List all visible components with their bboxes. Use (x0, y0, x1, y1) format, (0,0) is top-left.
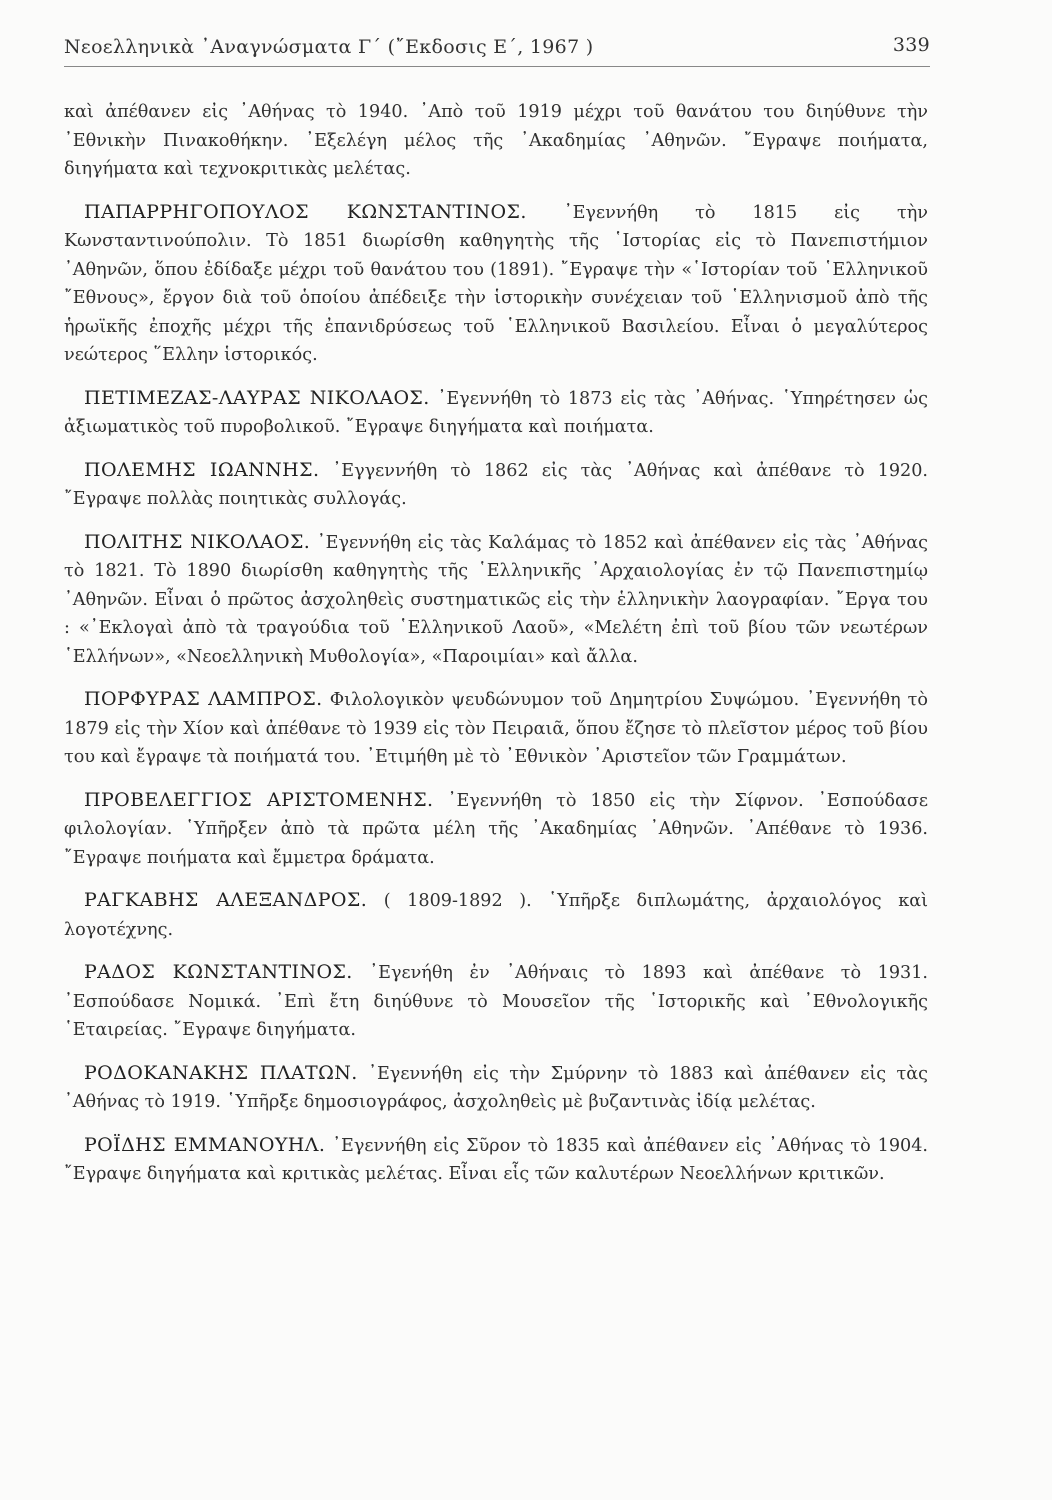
entry-name: ΡΑΓΚΑΒΗΣ ΑΛΕΞΑΝΔΡΟΣ. (84, 889, 368, 911)
header-rule (64, 66, 930, 67)
page-number: 339 (892, 34, 930, 56)
entry-name: ΠΟΡΦΥΡΑΣ ΛΑΜΠΡΟΣ. (84, 688, 323, 710)
entry-rodokanakis (64, 1059, 928, 1117)
entry-continuation (64, 98, 928, 184)
entry-text: Φιλολογικὸν ψευδώνυμον τοῦ Δημητρίου Συψώμου. ᾿Εγεννήθη τὸ 1879 εἰς τὴν Χίον καὶ ἀπέθανε τὸ 1939 εἰς τὸν Πειραιᾶ, ὅπου ἔζησε τὸ πλεῖστον μέρος τοῦ βίου του καὶ ἔγραψε τὰ ποιήματά του. ᾿Ετιμήθη μὲ τὸ ᾿Εθνικὸν ᾿Αριστεῖον τῶν Γραμμάτων. (64, 690, 928, 767)
entry-petimezas (64, 384, 928, 442)
entry-name: ΠΡΟΒΕΛΕΓΓΙΟΣ ΑΡΙΣΤΟΜΕΝΗΣ. (84, 788, 434, 811)
entry-name: ΡΟΪΔΗΣ ΕΜΜΑΝΟΥΗΛ. (84, 1133, 326, 1156)
entry-text: ᾿Εγεννήθη τὸ 1850 εἰς τὴν Σίφνον. ᾿Εσπούδασε φιλολογίαν. ῾Υπῆρξεν ἀπὸ τὰ πρῶτα μέλη τῆς ᾿Ακαδημίας ᾿Αθηνῶν. ᾿Απέθανε τὸ 1936. ῎Εγραψε ποιήματα καὶ ἔμμετρα δράματα. (64, 790, 928, 868)
entry-text: ᾿Εγγεννήθη τὸ 1862 εἰς τὰς ᾿Αθήνας καὶ ἀπέθανε τὸ 1920. ῎Εγραψε πολλὰς ποιητικὰς συλλογάς. (64, 460, 928, 509)
entry-rados (64, 958, 928, 1045)
entry-text: ᾿Εγεννήθη τὸ 1815 εἰς τὴν Κωνσταντινούπολιν. Τὸ 1851 διωρίσθη καθηγητὴς τῆς ῾Ιστορίας εἰς τὸ Πανεπιστήμιον ᾿Αθηνῶν, ὅπου ἐδίδαξε μέχρι τοῦ θανάτου του (1891). ῎Εγραψε τὴν «῾Ιστορίαν τοῦ ῾Ελληνικοῦ ῎Εθνους», ἔργον διὰ τοῦ ὁποίου ἀπέδειξε τὴν ἱστορικὴν συνέχειαν τοῦ ῾Ελληνισμοῦ ἀπὸ τῆς ἡρωϊκῆς ἐποχῆς μέχρι τῆς ἐπανιδρύσεως τοῦ ῾Ελληνικοῦ Βασιλείου. Εἶναι ὁ μεγαλύτερος νεώτερος ῞Ελλην ἱστορικός. (64, 202, 928, 365)
entry-provelengios (64, 786, 928, 873)
entry-text: καὶ ἀπέθανεν εἰς ᾿Αθήνας τὸ 1940. ᾿Απὸ τοῦ 1919 μέχρι τοῦ θανάτου του διηύθυνε τὴν ᾿Εθνικὴν Πινακοθήκην. ᾿Εξελέγη μέλος τῆς ᾿Ακαδημίας ᾿Αθηνῶν. ῎Εγραψε ποιήματα, διηγήματα καὶ τεχνοκριτικὰς μελέτας. (64, 102, 928, 179)
entry-politis (64, 528, 928, 672)
entry-text: ᾿Εγεννήθη εἰς τὴν Σμύρνην τὸ 1883 καὶ ἀπέθανεν εἰς τὰς ᾿Αθήνας τὸ 1919. ῾Υπῆρξε δημοσιογράφος, ἀσχοληθεὶς μὲ βυζαντινὰς ἰδίᾳ μελέτας. (64, 1063, 928, 1112)
biography-list (64, 98, 928, 1203)
entry-polemis (64, 456, 928, 514)
entry-name: ΠΟΛΙΤΗΣ ΝΙΚΟΛΑΟΣ. (84, 530, 311, 553)
running-header (64, 36, 930, 64)
entry-porfyras (64, 685, 928, 772)
book-title: Νεοελληνικὰ ᾿Αναγνώσματα Γ΄ (῎Εκδοσις Ε΄, 1967 ) (64, 36, 594, 58)
entry-text: ( 1809-1892 ). ῾Υπῆρξε διπλωμάτης, ἀρχαιολόγος καὶ λογοτέχνης. (64, 891, 928, 940)
entry-text: ᾿Εγεννήθη εἰς τὰς Καλάμας τὸ 1852 καὶ ἀπέθανεν εἰς τὰς ᾿Αθήνας τὸ 1821. Τὸ 1890 διωρίσθη καθηγητὴς τῆς ῾Ελληνικῆς ᾿Αρχαιολογίας ἐν τῷ Πανεπιστημίῳ ᾿Αθηνῶν. Εἶναι ὁ πρῶτος ἀσχοληθεὶς συστηματικῶς εἰς τὴν ἑλληνικὴν λαογραφίαν. ῎Εργα του : «᾿Εκλογαὶ ἀπὸ τὰ τραγούδια τοῦ ῾Ελληνικοῦ Λαοῦ», «Μελέτη ἐπὶ τοῦ βίου τῶν νεωτέρων ῾Ελλήνων», «Νεοελληνικὴ Μυθολογία», «Παροιμίαι» καὶ ἄλλα. (64, 532, 929, 667)
entry-text: ᾿Εγεννήθη τὸ 1873 εἰς τὰς ᾿Αθήνας. ῾Υπηρέτησεν ὡς ἀξιωματικὸς τοῦ πυροβολικοῦ. ῎Εγραψε διηγήματα καὶ ποιήματα. (64, 388, 929, 437)
entry-text: ᾿Εγενήθη ἐν ᾿Αθήναις τὸ 1893 καὶ ἀπέθανε τὸ 1931. ᾿Εσπούδασε Νομικά. ᾿Επὶ ἔτη διηύθυνε τὸ Μουσεῖον τῆς ῾Ιστορικῆς καὶ ᾿Εθνολογικῆς ῾Εταιρείας. ῎Εγραψε διηγήματα. (64, 963, 929, 1040)
entry-roidis (64, 1131, 928, 1189)
entry-name: ΠΟΛΕΜΗΣ ΙΩΑΝΝΗΣ. (84, 458, 320, 481)
entry-text: ᾿Εγεννήθη εἰς Σῦρον τὸ 1835 καὶ ἀπέθανεν εἰς ᾿Αθήνας τὸ 1904. ῎Εγραψε διηγήματα καὶ κριτικὰς μελέτας. Εἶναι εἷς τῶν καλυτέρων Νεοελλήνων κριτικῶν. (64, 1135, 928, 1184)
entry-name: ΡΟΔΟΚΑΝΑΚΗΣ ΠΛΑΤΩΝ. (84, 1061, 358, 1084)
entry-ragkavis (64, 886, 928, 944)
entry-name: ΠΑΠΑΡΡΗΓΟΠΟΥΛΟΣ ΚΩΝΣΤΑΝΤΙΝΟΣ. (84, 200, 527, 223)
entry-paparrigopoulos (64, 198, 928, 370)
entry-name: ΠΕΤΙΜΕΖΑΣ-ΛΑΥΡΑΣ ΝΙΚΟΛΑΟΣ. (84, 386, 430, 409)
entry-name: ΡΑΔΟΣ ΚΩΝΣΤΑΝΤΙΝΟΣ. (84, 961, 353, 983)
